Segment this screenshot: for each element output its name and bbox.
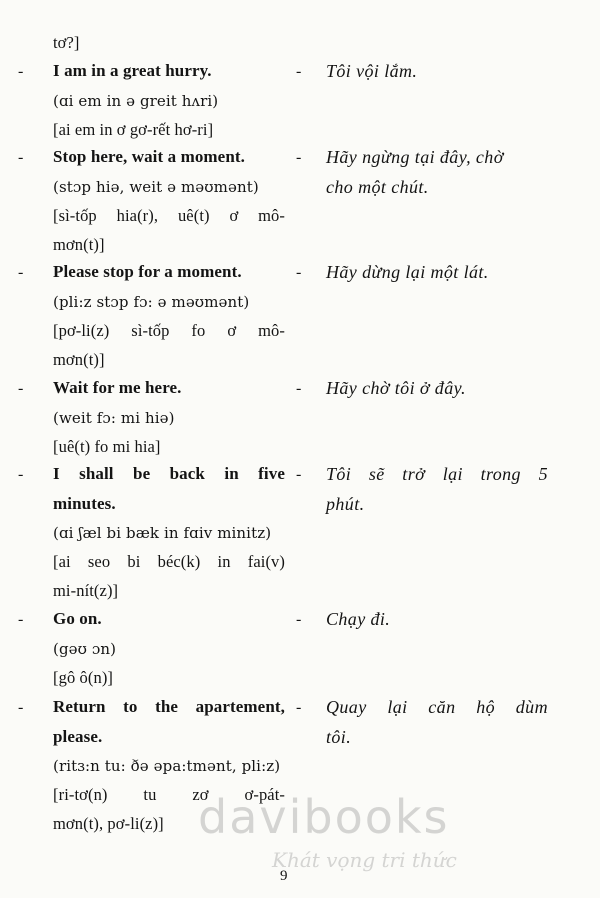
- vietnamese-translation: tôi.: [326, 727, 352, 747]
- vietnamese-pronunciation: mơn(t), pơ-li(z)]: [53, 814, 164, 833]
- vietnamese-pronunciation: [uê(t) fo mi hia]: [53, 437, 161, 456]
- ipa-transcription: (gəʊ ɔn): [53, 640, 117, 658]
- bullet-dash: -: [18, 380, 24, 397]
- vietnamese-translation: Tôi sẽ trở lại trong 5: [326, 464, 548, 484]
- continuation-text: tơ?]: [53, 33, 80, 52]
- english-phrase: Wait for me here.: [53, 378, 182, 397]
- vietnamese-translation: Chạy đi.: [326, 609, 391, 629]
- ipa-transcription: (ɑi em in ə greit hʌri): [53, 92, 219, 110]
- bullet-dash: -: [296, 380, 302, 397]
- bullet-dash: -: [18, 264, 24, 281]
- english-phrase: I am in a great hurry.: [53, 61, 212, 80]
- vietnamese-pronunciation: mơn(t)]: [53, 235, 105, 254]
- vietnamese-translation: Hãy ngừng tại đây, chờ: [326, 147, 504, 167]
- bullet-dash: -: [18, 466, 24, 483]
- vietnamese-pronunciation: [pơ-li(z) sì-tốp fo ơ mô-: [53, 321, 285, 340]
- bullet-dash: -: [296, 264, 302, 281]
- page-number: 9: [280, 868, 288, 884]
- ipa-transcription: (weit fɔ: mi hiə): [53, 409, 175, 427]
- english-phrase: Return to the apartement,: [53, 697, 285, 716]
- vietnamese-pronunciation: [ri-tơ(n) tu zơ ơ-pát-: [53, 785, 285, 804]
- vietnamese-pronunciation: [gô ô(n)]: [53, 668, 114, 687]
- bullet-dash: -: [296, 149, 302, 166]
- vietnamese-translation: Tôi vội lắm.: [326, 61, 418, 81]
- bullet-dash: -: [18, 63, 24, 80]
- bullet-dash: -: [18, 149, 24, 166]
- vietnamese-pronunciation: [sì-tốp hia(r), uê(t) ơ mô-: [53, 206, 285, 225]
- bullet-dash: -: [296, 699, 302, 716]
- bullet-dash: -: [296, 466, 302, 483]
- watermark-logo: davibooks: [198, 790, 450, 844]
- bullet-dash: -: [296, 611, 302, 628]
- vietnamese-pronunciation: mơn(t)]: [53, 350, 105, 369]
- english-phrase: minutes.: [53, 494, 116, 513]
- english-phrase: Go on.: [53, 609, 102, 628]
- vietnamese-pronunciation: [ai em in ơ gơ-rết hơ-ri]: [53, 120, 214, 139]
- english-phrase: please.: [53, 727, 103, 746]
- english-phrase: Stop here, wait a moment.: [53, 147, 245, 166]
- ipa-transcription: (pli:z stɔp fɔ: ə məʊmənt): [53, 293, 250, 311]
- vietnamese-translation: phút.: [326, 494, 365, 514]
- bullet-dash: -: [18, 611, 24, 628]
- vietnamese-translation: cho một chút.: [326, 177, 429, 197]
- english-phrase: I shall be back in five: [53, 464, 285, 483]
- ipa-transcription: (ritɜ:n tu: ðə əpa:tmənt, pli:z): [53, 757, 281, 775]
- ipa-transcription: (stɔp hiə, weit ə məʊmənt): [53, 178, 259, 196]
- bullet-dash: -: [296, 63, 302, 80]
- vietnamese-translation: Hãy chờ tôi ở đây.: [326, 378, 466, 398]
- watermark-slogan: Khát vọng tri thức: [272, 848, 457, 872]
- vietnamese-pronunciation: [ai seo bi béc(k) in fai(v): [53, 552, 285, 571]
- english-phrase: Please stop for a moment.: [53, 262, 242, 281]
- bullet-dash: -: [18, 699, 24, 716]
- vietnamese-pronunciation: mi-nít(z)]: [53, 581, 119, 600]
- vietnamese-translation: Hãy dừng lại một lát.: [326, 262, 489, 282]
- ipa-transcription: (ɑi ʃæl bi bæk in fɑiv minitz): [53, 524, 272, 542]
- vietnamese-translation: Quay lại căn hộ dùm: [326, 697, 548, 717]
